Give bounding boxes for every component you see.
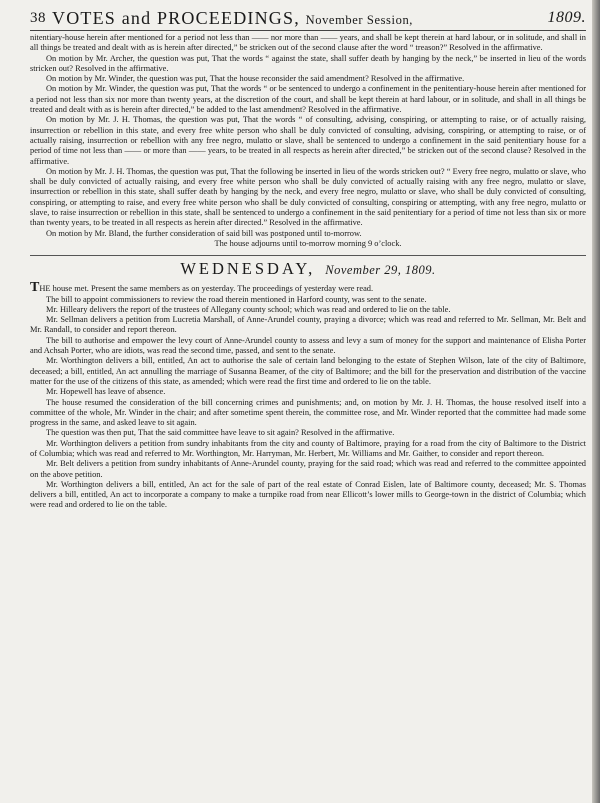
paragraph: On motion by Mr. Bland, the further consideration of said bill was postponed until to-morrow. (46, 228, 362, 238)
paragraph: On motion by Mr. Winder, the question was put, That the words “ or be sentenced to undergo a confinement in the penitentiary-house herein after mentioned for a period not less than six nor more than twenty years, at the discretion of the court, and shall be kept therein at hard labour, or in solitude, and shall in all things be treated and dealt with as is herein after directed,” be added to the last amendment? Resolved in the affirmative. (30, 84, 586, 115)
paragraph: Mr. Worthington delivers a bill, entitled, An act for the sale of part of the real estate of Conrad Eislen, late of Baltimore county, deceased; Mr. S. Thomas delivers a bill, entitled, An act to incorporate a company to make a turnpike road from near Ellicott’s lower mills to George-town in the district of Columbia; which were read and ordered to lie on the table. (30, 479, 586, 510)
page-header (30, 8, 586, 31)
day-heading (30, 255, 586, 279)
header-year: 1809. (547, 9, 586, 26)
opening-paragraph (30, 280, 586, 296)
paragraph: Mr. Hopewell has leave of absence. (46, 387, 166, 397)
drop-cap: T (30, 280, 40, 296)
paragraph: On motion by Mr. Winder, the question was put, That the house reconsider the said amendment? Resolved in the affirmative. (46, 74, 465, 84)
paragraph: On motion by Mr. J. H. Thomas, the question was put, That the following be inserted in lieu of the words stricken out? “ Every free negro, mulatto or slave, who shall be duly convicted of actually raising, and every free white person who shall be duly convicted of actually raising with any free negro, mulatto or slave, insurrection or rebellion in this state, shall suffer death by hanging by the neck, and every free negro, mulatto or slave, who shall be duly convicted of consulting, conspiring, or attempting to raise, and every free white person who shall be duly convicted of consulting, conspiring or attempting, with any free negro, mulatto or slave, to raise insurrection or rebellion in this state, shall be sentenced to undergo a confinement in the said penitentiary for a period of time not less than six or more than twenty years, to be treated in all respects as herein after directed.” Resolved in the affirmative. (30, 166, 586, 228)
paragraph: The bill to authorise and empower the levy court of Anne-Arundel county to assess and levy a sum of money for the support and maintenance of Elisha Porter and Achsah Porter, who are idiots, was read the second time, passed, and sent to the senate. (30, 335, 586, 356)
running-title-text: VOTES and PROCEEDINGS, (52, 8, 300, 28)
proceedings-body (30, 33, 586, 511)
paragraph: nitentiary-house herein after mentioned for a period not less than —— nor more than —— years, and shall be kept therein at hard labour, or in solitude, and shall in all things be treated and dealt with as is herein after directed,” be stricken out of the second clause after the word “ treason?” Resolved in the affirmative. (30, 33, 586, 53)
paragraph: The bill to appoint commissioners to review the road therein mentioned in Harford county, was sent to the senate. (46, 294, 427, 304)
paragraph: The question was then put, That the said committee have leave to sit again? Resolved in the affirmative. (46, 428, 395, 438)
paragraph: On motion by Mr. Archer, the question was put, That the words “ against the state, shall suffer death by hanging by the neck,” be inserted in lieu of the words stricken out? Resolved in the affirmative. (30, 53, 586, 73)
paragraph: Mr. Worthington delivers a bill, entitled, An act to authorise the sale of certain land belonging to the estate of Stephen Wilson, late of the city of Baltimore, deceased; a bill, entitled, An act annulling the marriage of Susanna Beamer, of the city of Baltimore; and the bill for the preservation and distribution of the vaccine matter for the use of the citizens of this state, as amended; which were read the first time and ordered to lie on the table. (30, 356, 586, 386)
page-number: 38 (30, 10, 46, 26)
day-date: November 29, 1809. (325, 263, 436, 278)
paragraph: Mr. Sellman delivers a petition from Lucretia Marshall, of Anne-Arundel county, praying a divorce; which was read and referred to Mr. Sellman, Mr. Belt and Mr. Randall, to consider and report thereon. (30, 315, 586, 335)
page-edge-shadow (592, 0, 600, 803)
paragraph: The house resumed the consideration of the bill concerning crimes and punishments; and, on motion by Mr. J. H. Thomas, the house resolved itself into a committee of the whole, Mr. Winder in the chair; and after sometime spent therein, the committee rose, and Mr. Winder reported that the committee had made some progress in the same, and asked leave to sit again. (30, 397, 586, 428)
day-name: WEDNESDAY, (180, 259, 316, 279)
paragraph: Mr. Hilleary delivers the report of the trustees of Allegany county school; which was read and ordered to lie on the table. (46, 304, 451, 314)
paragraph: Mr. Belt delivers a petition from sundry inhabitants of Anne-Arundel county, praying for the said road; which was read and referred to the committee appointed on the above petition. (30, 459, 586, 479)
paragraph: On motion by Mr. J. H. Thomas, the question was put, That the words “ of consulting, advising, conspiring, or attempting to raise, or of actually raising, insurrection or rebellion in this state, and every free white person who shall be duly convicted of consulting, advising, conspiring, or attempting to raise, or of actually raising, insurrection or rebellion with any free negro, mulatto or slave, shall be sentenced to undergo a confinement in the said penitentiary house for a period of time not less than —— or more than —— years, to be treated in all respects as herein after directed,” be stricken out of the second clause? Resolved in the affirmative. (30, 115, 586, 166)
paragraph: Mr. Worthington delivers a petition from sundry inhabitants from the city and county of Baltimore, praying for a road from the city of Baltimore to the District of Columbia; which was read and referred to Mr. Worthington, Mr. Harryman, Mr. Herbert, Mr. Williams and Mr. Gaither, to consider and report thereon. (30, 438, 586, 458)
session-name: November Session, (305, 13, 414, 27)
document-page (30, 8, 586, 798)
adjournment-notice: The house adjourns until to-morrow morning 9 o’clock. (214, 238, 402, 248)
running-title (52, 8, 413, 29)
opening-text: HE house met. Present the same members as on yesterday. The proceedings of yesterday were read. (39, 284, 374, 294)
